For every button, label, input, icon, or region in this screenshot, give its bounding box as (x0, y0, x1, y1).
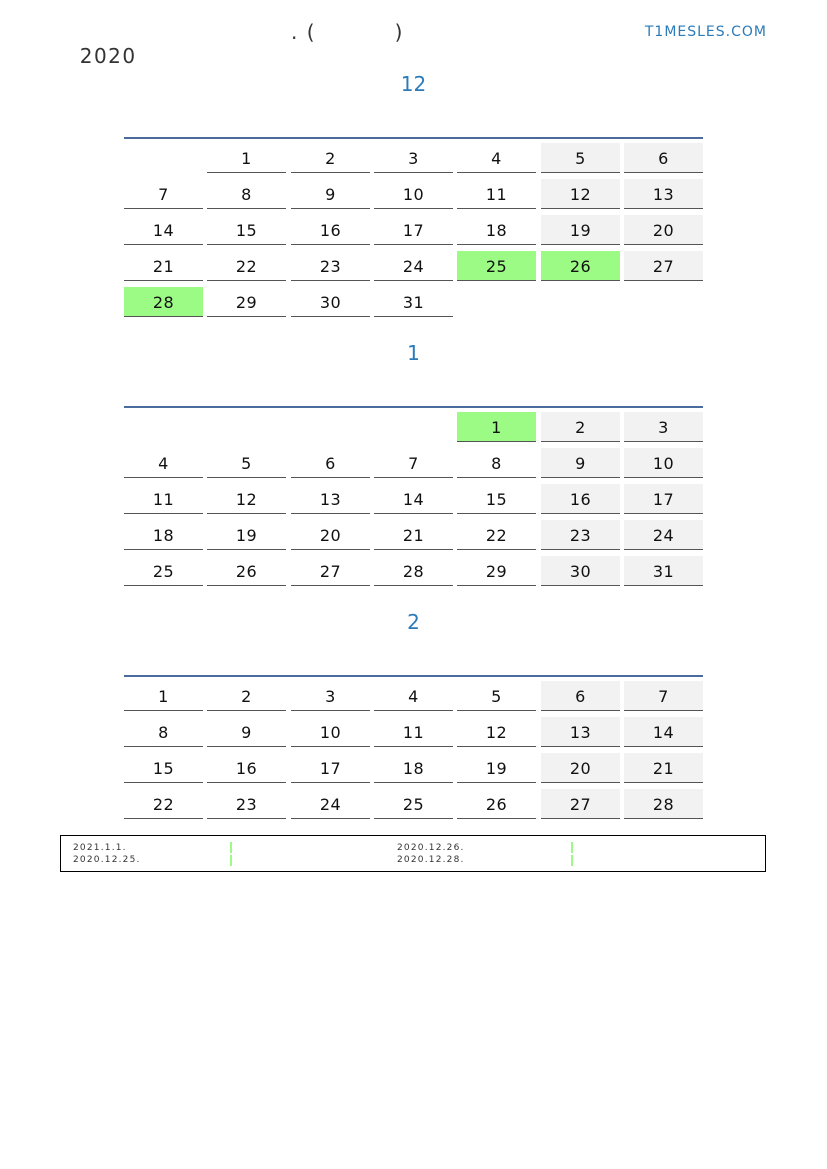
holiday-marker (571, 855, 573, 866)
calendar-day: 16 (291, 215, 370, 245)
calendar-day: 7 (374, 448, 453, 478)
calendar-day: 17 (291, 753, 370, 783)
calendar-day: 24 (624, 520, 703, 550)
calendar-day: 23 (207, 789, 286, 819)
calendar-day: 2 (541, 412, 620, 442)
calendar-day: 18 (457, 215, 536, 245)
calendar-day: 29 (457, 556, 536, 586)
calendar-day: 3 (374, 143, 453, 173)
calendar-day: 9 (541, 448, 620, 478)
calendar-day: 15 (457, 484, 536, 514)
calendar-day: 13 (541, 717, 620, 747)
calendar-day: 22 (124, 789, 203, 819)
calendar-day: 2 (291, 143, 370, 173)
calendar-day: 12 (457, 717, 536, 747)
calendar-day: 9 (207, 717, 286, 747)
calendar-day: 3 (624, 412, 703, 442)
calendar-day: 14 (124, 215, 203, 245)
calendar-day: 15 (124, 753, 203, 783)
month-title: 1 (407, 341, 420, 365)
calendar-day: 27 (541, 789, 620, 819)
legend-right-line-2: 2020.12.28. (397, 855, 465, 865)
calendar-day: 11 (374, 717, 453, 747)
calendar-day: 17 (624, 484, 703, 514)
month-rule (124, 675, 703, 677)
calendar-day: 20 (541, 753, 620, 783)
calendar-day: 26 (457, 789, 536, 819)
calendar-day: 25 (457, 251, 536, 281)
calendar-day: 12 (207, 484, 286, 514)
calendar-day: 28 (624, 789, 703, 819)
calendar-day: 21 (374, 520, 453, 550)
calendar-day: 8 (124, 717, 203, 747)
calendar-day: 23 (291, 251, 370, 281)
calendar-day: 5 (457, 681, 536, 711)
holiday-marker (230, 842, 232, 853)
calendar-day: 31 (374, 287, 453, 317)
month-rule (124, 406, 703, 408)
month-rule (124, 137, 703, 139)
year-label: 2020 (79, 44, 137, 68)
calendar-day: 15 (207, 215, 286, 245)
site-link[interactable]: T1MESLES.COM (644, 24, 767, 40)
calendar-day: 18 (124, 520, 203, 550)
calendar-day: 29 (207, 287, 286, 317)
calendar-day: 1 (457, 412, 536, 442)
legend-right-line-1: 2020.12.26. (397, 843, 465, 853)
calendar-day: 5 (541, 143, 620, 173)
calendar-day: 7 (124, 179, 203, 209)
calendar-day: 20 (624, 215, 703, 245)
calendar-day: 3 (291, 681, 370, 711)
calendar-day: 28 (124, 287, 203, 317)
calendar-day: 13 (624, 179, 703, 209)
calendar-day: 6 (291, 448, 370, 478)
calendar-day: 8 (457, 448, 536, 478)
calendar-day: 27 (291, 556, 370, 586)
calendar-day: 6 (541, 681, 620, 711)
calendar-day: 10 (374, 179, 453, 209)
calendar-day: 1 (124, 681, 203, 711)
calendar-day: 20 (291, 520, 370, 550)
calendar-day: 4 (124, 448, 203, 478)
calendar-day: 11 (457, 179, 536, 209)
calendar-day: 21 (124, 251, 203, 281)
calendar-day: 14 (624, 717, 703, 747)
legend-left-line-2: 2020.12.25. (73, 855, 141, 865)
header-subtitle: . ( ) (291, 20, 404, 44)
calendar-day: 9 (291, 179, 370, 209)
calendar-day: 27 (624, 251, 703, 281)
calendar-day: 23 (541, 520, 620, 550)
holiday-marker (571, 842, 573, 853)
calendar-day: 24 (291, 789, 370, 819)
calendar-day: 25 (124, 556, 203, 586)
calendar-day: 28 (374, 556, 453, 586)
calendar-day: 26 (207, 556, 286, 586)
calendar-day: 30 (291, 287, 370, 317)
calendar-day: 22 (457, 520, 536, 550)
calendar-day: 25 (374, 789, 453, 819)
month-title: 12 (400, 72, 427, 96)
calendar-day: 1 (207, 143, 286, 173)
calendar-day: 2 (207, 681, 286, 711)
calendar-day: 16 (541, 484, 620, 514)
calendar-day: 8 (207, 179, 286, 209)
calendar-day: 16 (207, 753, 286, 783)
calendar-day: 22 (207, 251, 286, 281)
calendar-day: 4 (374, 681, 453, 711)
calendar-day: 18 (374, 753, 453, 783)
calendar-day: 5 (207, 448, 286, 478)
calendar-day: 31 (624, 556, 703, 586)
calendar-day: 14 (374, 484, 453, 514)
calendar-day: 4 (457, 143, 536, 173)
holiday-legend (60, 835, 766, 872)
calendar-day: 19 (457, 753, 536, 783)
calendar-day: 19 (207, 520, 286, 550)
legend-left-line-1: 2021.1.1. (73, 843, 127, 853)
calendar-day: 26 (541, 251, 620, 281)
calendar-day: 30 (541, 556, 620, 586)
calendar-day: 17 (374, 215, 453, 245)
month-title: 2 (407, 610, 420, 634)
holiday-marker (230, 855, 232, 866)
calendar-day: 10 (291, 717, 370, 747)
calendar-day: 19 (541, 215, 620, 245)
calendar-day: 21 (624, 753, 703, 783)
calendar-day: 11 (124, 484, 203, 514)
calendar-day: 13 (291, 484, 370, 514)
calendar-day: 6 (624, 143, 703, 173)
calendar-day: 10 (624, 448, 703, 478)
calendar-day: 12 (541, 179, 620, 209)
calendar-day: 24 (374, 251, 453, 281)
calendar-day: 7 (624, 681, 703, 711)
